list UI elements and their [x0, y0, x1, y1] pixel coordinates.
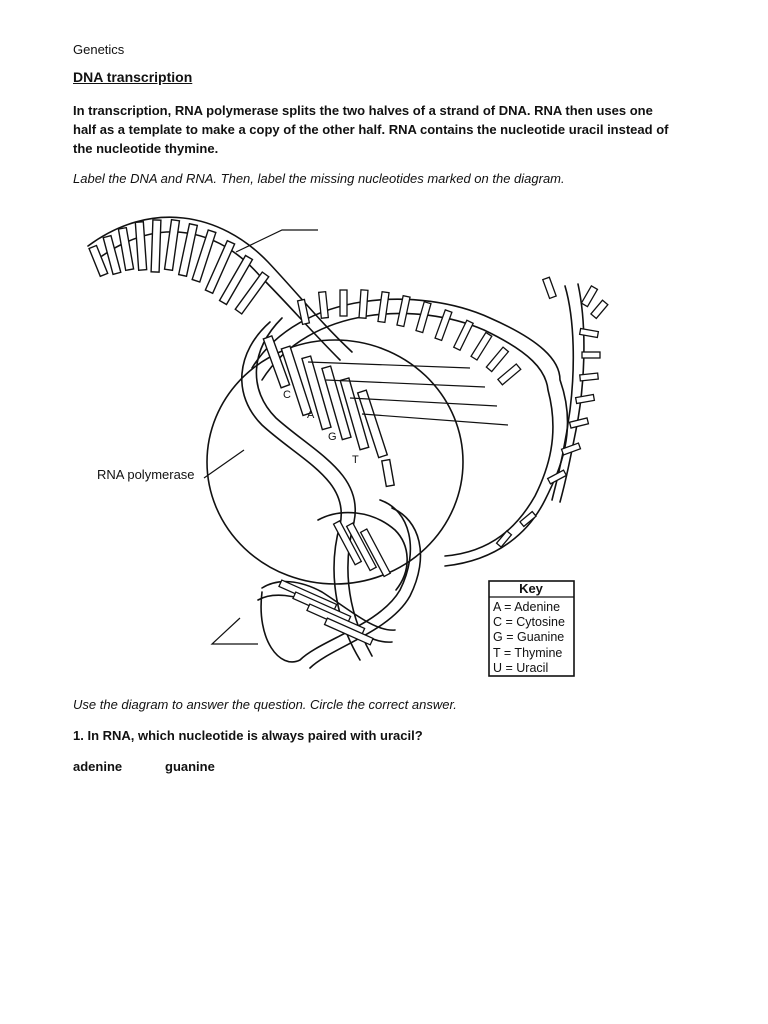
subject-label: Genetics: [73, 42, 125, 57]
loop-base: [454, 320, 473, 350]
transcription-bubble-rungs: [263, 336, 394, 487]
right-base: [497, 531, 512, 547]
helix-ribbon-left-a: [242, 322, 360, 660]
right-base: [582, 352, 600, 358]
answer-option-guanine[interactable]: guanine: [165, 759, 215, 774]
right-base: [591, 300, 608, 318]
answer-instruction: Use the diagram to answer the question. Circle the correct answer.: [73, 697, 457, 712]
intro-paragraph: In transcription, RNA polymerase splits the two halves of a strand of DNA. RNA then uses one half as a template to make a copy of the other half. RNA contains the nucleotide uracil instead of the nucleotide thymine.: [73, 103, 669, 156]
bottom-label-leader: [212, 618, 258, 644]
nucleotide-letter-a: A: [307, 409, 315, 421]
loop-base: [435, 310, 452, 341]
key-entry-g: G = Guanine: [493, 630, 565, 644]
right-base: [580, 373, 599, 381]
key-entry-a: A = Adenine: [493, 600, 561, 614]
right-base: [543, 277, 556, 298]
loop-base: [486, 347, 508, 371]
page-title: DNA transcription: [73, 69, 193, 85]
bubble-rung: [382, 460, 394, 487]
key-entry-t: T = Thymine: [493, 646, 563, 660]
question-1: 1. In RNA, which nucleotide is always paired with uracil?: [73, 728, 423, 743]
right-base: [570, 418, 589, 428]
loop-base: [319, 292, 329, 319]
rna-base: [151, 220, 161, 272]
right-base: [581, 286, 597, 307]
dna-loop-strand-outer: [252, 299, 568, 566]
top-label-leader: [236, 230, 318, 252]
label-instruction: Label the DNA and RNA. Then, label the missing nucleotides marked on the diagram.: [73, 171, 565, 186]
key-title: Key: [519, 581, 543, 596]
rna-base: [89, 246, 108, 277]
key-entry-u: U = Uracil: [493, 661, 549, 675]
blank-label-line-3: [350, 398, 497, 406]
polymerase-leader: [204, 450, 244, 478]
answer-option-adenine[interactable]: adenine: [73, 759, 123, 774]
loop-base: [340, 290, 347, 316]
loop-base: [397, 296, 410, 327]
nucleotide-letter-g: G: [328, 431, 337, 443]
nucleotide-letter-t: T: [352, 454, 359, 466]
rna-base: [118, 228, 133, 271]
loop-base: [378, 292, 389, 323]
dna-right-strand-a: [552, 286, 573, 500]
right-base: [576, 394, 595, 403]
rna-polymerase-label: RNA polymerase: [97, 467, 195, 482]
key-box: [489, 581, 574, 676]
blank-label-line-1: [308, 362, 470, 368]
nucleotide-letter-c: C: [283, 389, 291, 401]
key-entry-c: C = Cytosine: [493, 615, 565, 629]
rna-base: [135, 222, 146, 270]
rna-base: [165, 220, 180, 271]
loop-base: [416, 302, 431, 333]
loop-base: [359, 290, 368, 318]
loop-base: [471, 333, 492, 360]
loop-base: [298, 299, 310, 324]
rna-strand-nucleotides: [89, 220, 269, 314]
loop-base: [498, 364, 521, 385]
right-base: [580, 328, 599, 337]
blank-label-line-4: [362, 414, 508, 425]
